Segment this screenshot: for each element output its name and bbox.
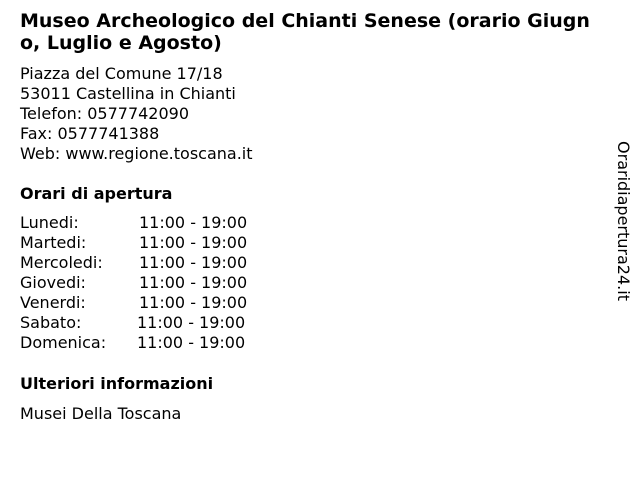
day-label: Giovedi: bbox=[20, 273, 86, 292]
website: Web: www.regione.toscana.it bbox=[20, 144, 253, 163]
address-city: 53011 Castellina in Chianti bbox=[20, 84, 236, 103]
address-block bbox=[20, 64, 253, 164]
opening-hours-heading: Orari di apertura bbox=[20, 184, 173, 203]
day-label: Lunedi: bbox=[20, 213, 79, 232]
day-label: Domenica: bbox=[20, 333, 107, 352]
day-label: Martedi: bbox=[20, 233, 87, 252]
site-brand: Oraridiapertura24.it bbox=[614, 141, 633, 301]
address-street: Piazza del Comune 17/18 bbox=[20, 64, 223, 83]
fax-number: Fax: 0577741388 bbox=[20, 124, 160, 143]
phone-number: Telefon: 0577742090 bbox=[20, 104, 190, 123]
day-label: Venerdi: bbox=[20, 293, 86, 312]
day-hours: 11:00 - 19:00 bbox=[139, 213, 248, 232]
day-hours: 11:00 - 19:00 bbox=[139, 233, 248, 252]
day-hours: 11:00 - 19:00 bbox=[137, 333, 246, 352]
more-info-heading: Ulteriori informazioni bbox=[20, 374, 214, 393]
day-hours: 11:00 - 19:00 bbox=[137, 313, 246, 332]
page-title: Museo Archeologico del Chianti Senese (orario Giugno, Luglio e Agosto) bbox=[20, 10, 590, 54]
more-info-text: Musei Della Toscana bbox=[20, 404, 182, 423]
day-label: Mercoledi: bbox=[20, 253, 103, 272]
day-hours: 11:00 - 19:00 bbox=[139, 293, 248, 312]
day-hours: 11:00 - 19:00 bbox=[139, 273, 248, 292]
day-hours: 11:00 - 19:00 bbox=[139, 253, 248, 272]
day-label: Sabato: bbox=[20, 313, 82, 332]
